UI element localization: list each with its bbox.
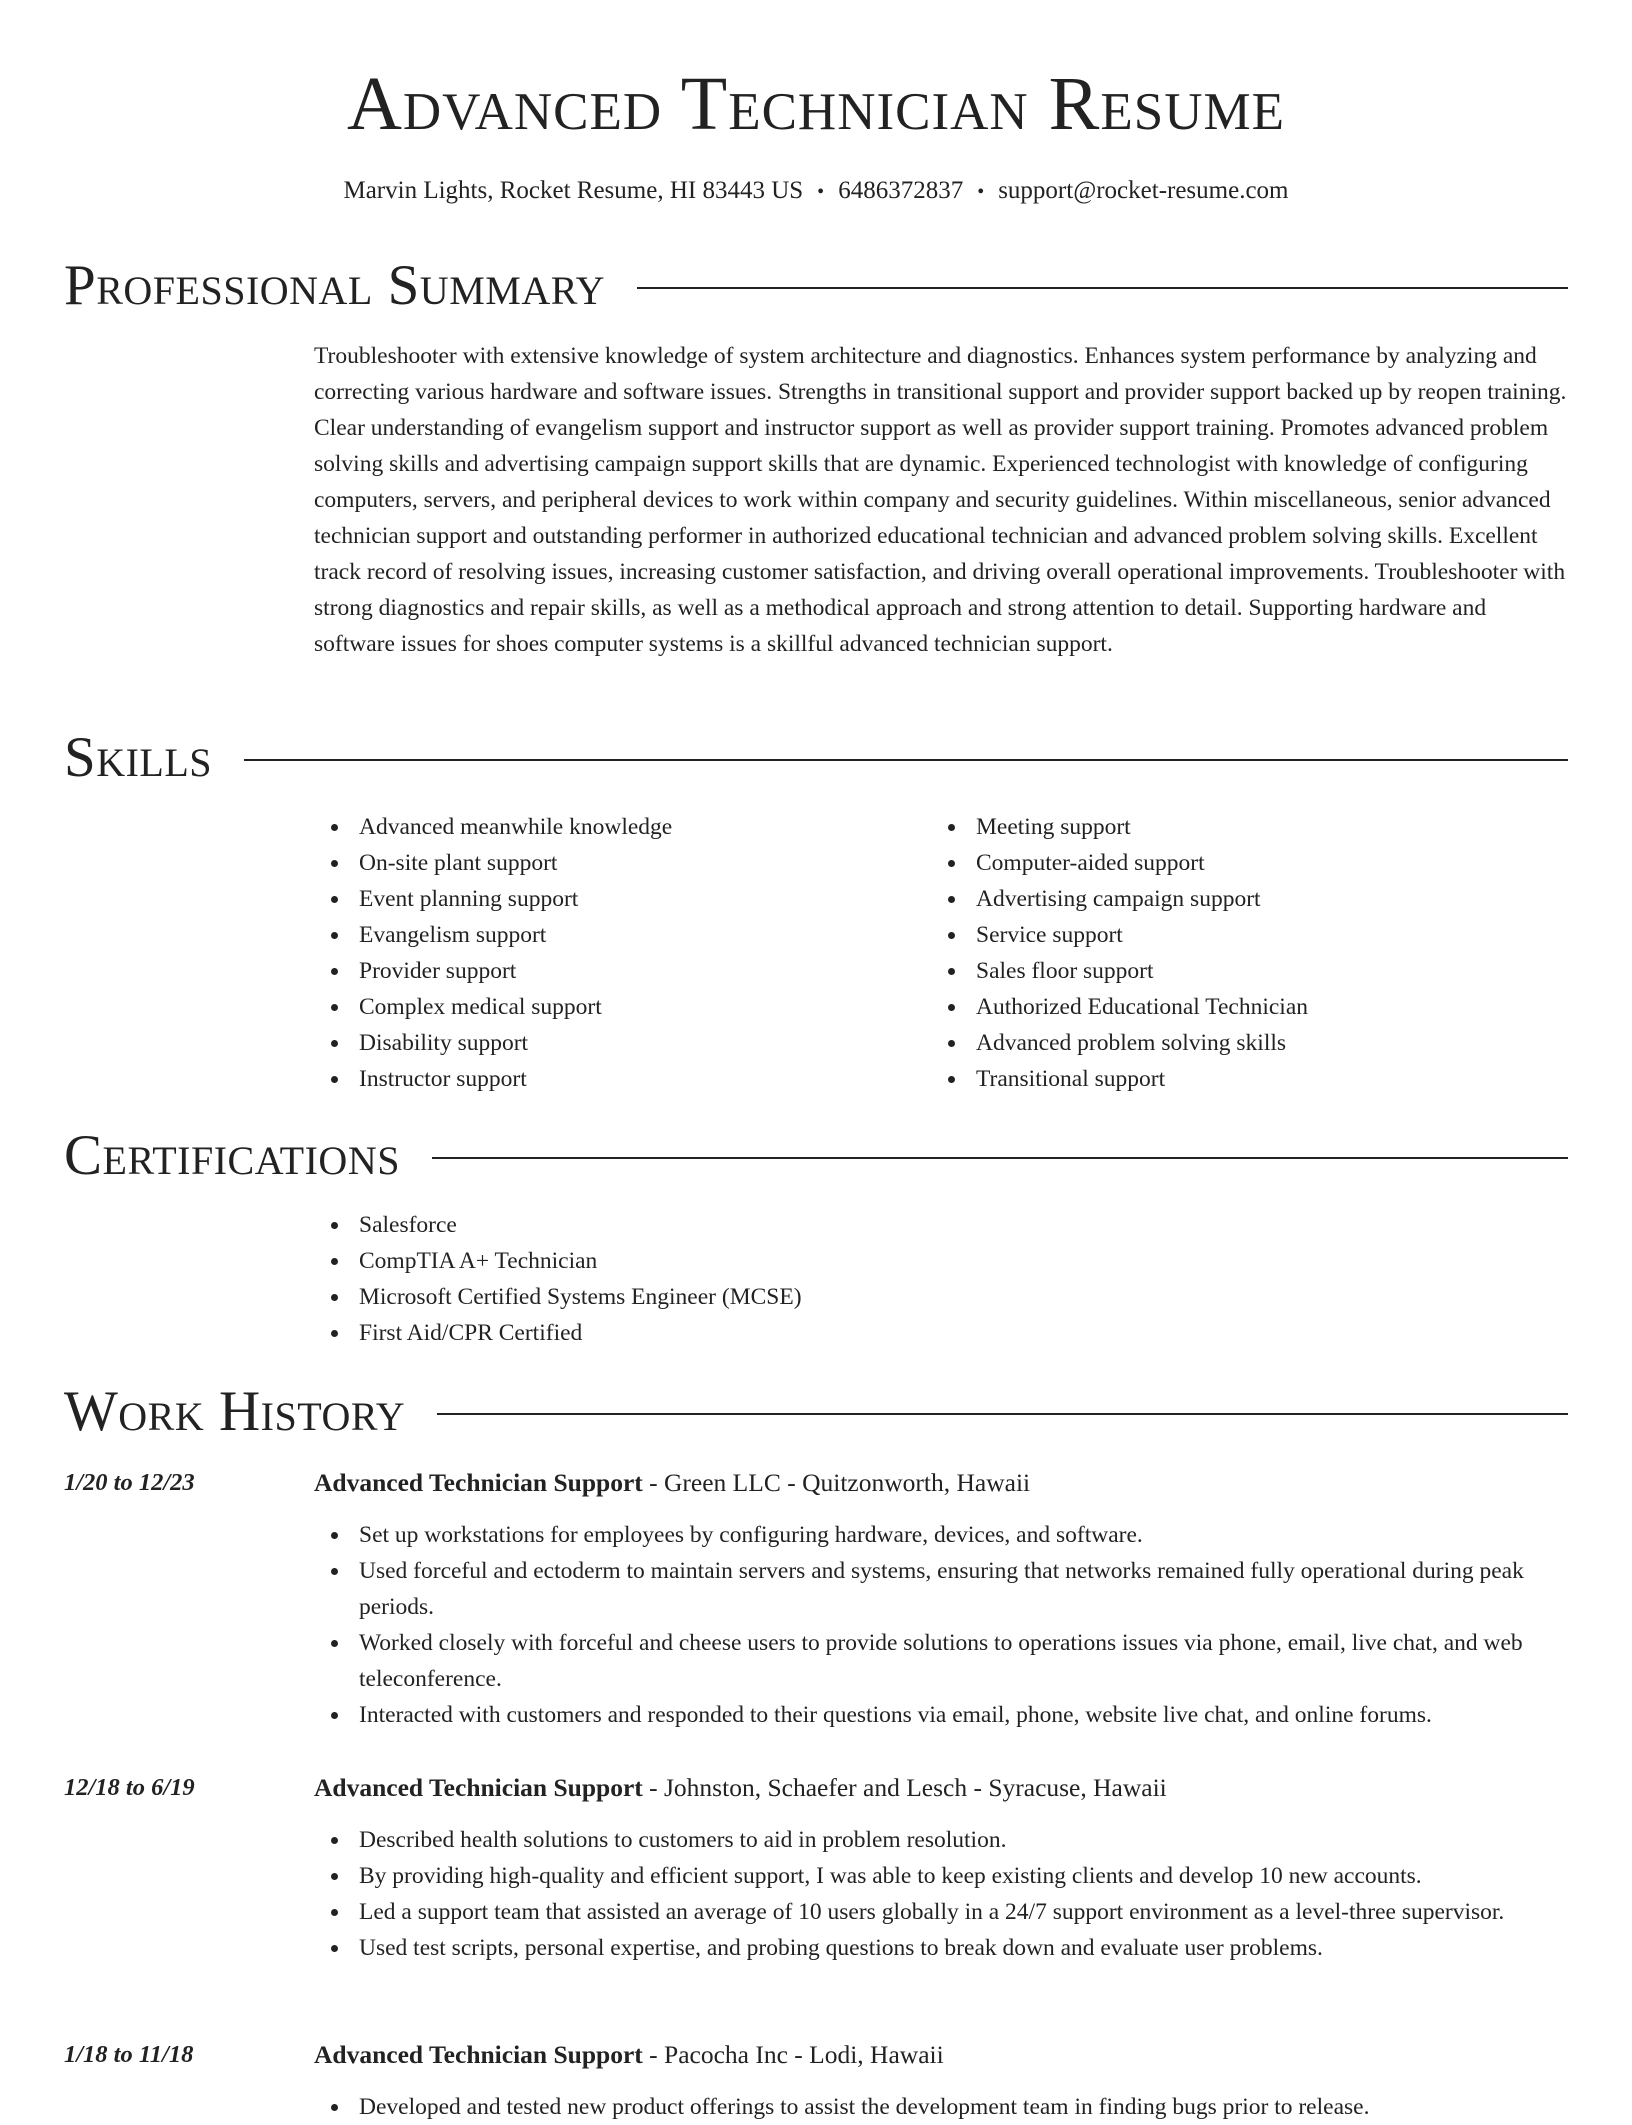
certification-item: First Aid/CPR Certified xyxy=(314,1315,1314,1351)
skill-item: Transitional support xyxy=(931,1061,1531,1097)
job-dates: 12/18 to 6/19 xyxy=(64,1774,195,1801)
job-bullets xyxy=(314,2089,1570,2125)
job-bullet: Worked closely with forceful and cheese users to provide solutions to operations issues via phone, email, live chat, and web teleconference. xyxy=(314,1625,1570,1697)
section-header-skills xyxy=(64,726,1568,790)
job-company-location: - Johnston, Schaefer and Lesch - Syracuse, Hawaii xyxy=(642,1773,1167,1802)
section-title: Professional Summary xyxy=(64,254,606,317)
certification-item: Microsoft Certified Systems Engineer (MCSE) xyxy=(314,1279,1314,1315)
job-bullet: Interacted with customers and responded to their questions via email, phone, website live chat, and online forums. xyxy=(314,1697,1570,1733)
skill-item: Advanced meanwhile knowledge xyxy=(314,809,914,845)
contact-separator: • xyxy=(977,181,985,203)
skill-item: Event planning support xyxy=(314,881,914,917)
skill-item: Complex medical support xyxy=(314,989,914,1025)
certification-item: Salesforce xyxy=(314,1207,1314,1243)
skill-item: Computer-aided support xyxy=(931,845,1531,881)
job-title: Advanced Technician Support xyxy=(314,1468,643,1497)
job-company-location: - Pacocha Inc - Lodi, Hawaii xyxy=(642,2040,944,2069)
job-bullet: Described health solutions to customers to aid in problem resolution. xyxy=(314,1822,1570,1858)
section-divider xyxy=(637,287,1568,289)
contact-line xyxy=(0,176,1632,207)
skill-item: Advanced problem solving skills xyxy=(931,1025,1531,1061)
job-bullets xyxy=(314,1822,1570,1966)
section-divider xyxy=(437,1413,1568,1415)
job-dates: 1/18 to 11/18 xyxy=(64,2041,194,2068)
section-header-work-history xyxy=(64,1380,1568,1444)
section-title: Skills xyxy=(64,726,213,789)
resume-title: Advanced Technician Resume xyxy=(347,62,1285,146)
section-divider xyxy=(432,1157,1568,1159)
section-title: Certifications xyxy=(64,1124,400,1187)
summary-text: Troubleshooter with extensive knowledge of system architecture and diagnostics. Enhances system performance by analyzing and correcting various hardware and software issues. Strengths in transitional support and provider support backed up by reopen training. Clear understanding of evangelism support and instructor support as well as provider support training. Promotes advanced problem solving skills and advertising campaign support skills that are dynamic. Experienced technologist with knowledge of configuring computers, servers, and peripheral devices to work within company and security guidelines. Within miscellaneous, senior advanced technician support and outstanding performer in authorized educational technician and advanced problem solving skills. Excellent track record of resolving issues, increasing customer satisfaction, and driving overall operational improvements. Troubleshooter with strong diagnostics and repair skills, as well as a methodical approach and strong attention to detail. Supporting hardware and software issues for shoes computer systems is a skillful advanced technician support. xyxy=(314,343,1567,657)
skill-item: Sales floor support xyxy=(931,953,1531,989)
certification-item: CompTIA A+ Technician xyxy=(314,1243,1314,1279)
job-title: Advanced Technician Support xyxy=(314,1773,643,1802)
section-header-summary xyxy=(64,254,1568,318)
job-heading xyxy=(314,1770,1167,1806)
job-bullet: Set up workstations for employees by configuring hardware, devices, and software. xyxy=(314,1517,1570,1553)
skills-list-right xyxy=(931,809,1531,1097)
job-title: Advanced Technician Support xyxy=(314,2040,643,2069)
job-bullet: Developed and tested new product offerings to assist the development team in finding bugs prior to release. xyxy=(314,2089,1570,2125)
skill-item: Advertising campaign support xyxy=(931,881,1531,917)
skill-item: On-site plant support xyxy=(314,845,914,881)
job-bullets xyxy=(314,1517,1570,1733)
job-heading xyxy=(314,1465,1030,1501)
skill-item: Meeting support xyxy=(931,809,1531,845)
skill-item: Authorized Educational Technician xyxy=(931,989,1531,1025)
section-header-certifications xyxy=(64,1124,1568,1188)
skill-item: Provider support xyxy=(314,953,914,989)
job-dates: 1/20 to 12/23 xyxy=(64,1469,195,1496)
skill-item: Instructor support xyxy=(314,1061,914,1097)
contact-phone: 6486372837 xyxy=(838,177,964,204)
contact-separator: • xyxy=(817,181,825,203)
section-title: Work History xyxy=(64,1380,406,1443)
job-bullet: Used test scripts, personal expertise, and probing questions to break down and evaluate user problems. xyxy=(314,1930,1570,1966)
contact-address: Marvin Lights, Rocket Resume, HI 83443 US xyxy=(343,177,804,204)
section-divider xyxy=(244,759,1568,761)
job-bullet: By providing high-quality and efficient support, I was able to keep existing clients and develop 10 new accounts. xyxy=(314,1858,1570,1894)
job-heading xyxy=(314,2037,944,2073)
skill-item: Evangelism support xyxy=(314,917,914,953)
skill-item: Disability support xyxy=(314,1025,914,1061)
skills-list-left xyxy=(314,809,914,1097)
skill-item: Service support xyxy=(931,917,1531,953)
certifications-list xyxy=(314,1207,1314,1351)
contact-email: support@rocket-resume.com xyxy=(998,177,1289,204)
job-bullet: Used forceful and ectoderm to maintain servers and systems, ensuring that networks remained fully operational during peak periods. xyxy=(314,1553,1570,1625)
job-bullet: Led a support team that assisted an average of 10 users globally in a 24/7 support environment as a level-three supervisor. xyxy=(314,1894,1570,1930)
job-company-location: - Green LLC - Quitzonworth, Hawaii xyxy=(642,1468,1031,1497)
